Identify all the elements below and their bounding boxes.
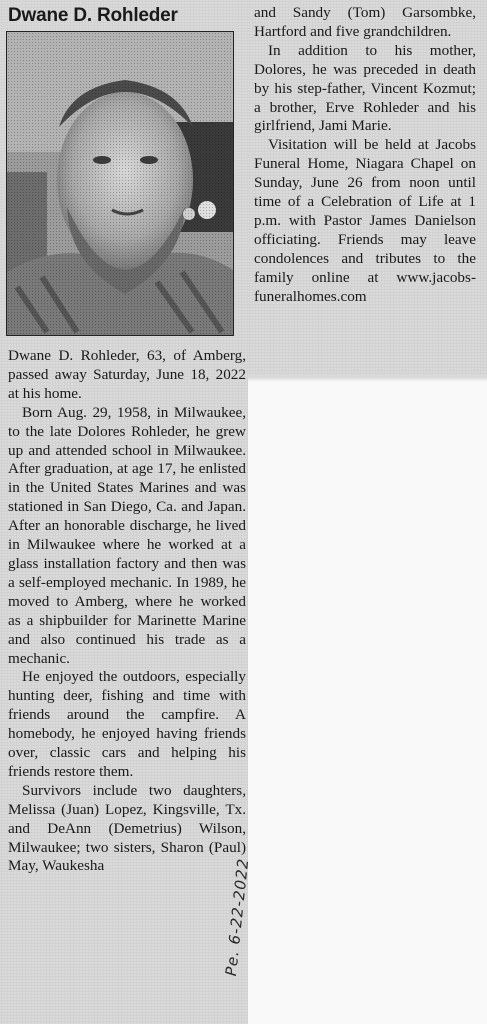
obituary-body-left (8, 347, 246, 876)
obituary-body-right (254, 4, 476, 307)
obituary-headline: Dwane D. Rohleder (8, 5, 178, 26)
portrait-photo (6, 31, 234, 336)
handwritten-date-note: Pe. 6-22-2022 (222, 857, 253, 977)
obituary-paragraph: Born Aug. 29, 1958, in Milwaukee, to the late Dolores Rohleder, he grew up and attended school in Milwaukee. After graduation, at age 17, he enlisted in the United States Marines and was stationed in San Diego, Ca. and Japan. After an honorable discharge, he lived in Milwaukee where he worked at a glass installation factory and then was a self-employed mechanic. In 1989, he moved to Amberg, where he worked as a shipbuilder for Marinette Marine and also continued his trade as a mechanic. (8, 403, 246, 667)
obituary-paragraph: In addition to his mother, Dolores, he was preceded in death by his step-father, Vincent Kozmut; a brother, Erve Rohleder and his girlfriend, Jami Marie. (254, 41, 476, 135)
portrait-image (7, 32, 233, 335)
obituary-paragraph: He enjoyed the outdoors, especially hunting deer, fishing and time with friends around the campfire. A homebody, he enjoyed having friends over, classic cars and helping his friends restore them. (8, 668, 246, 780)
obituary-paragraph: Visitation will be held at Jacobs Funeral Home, Niagara Chapel on Sunday, June 26 from noon until time of a Celebration of Life at 1 p.m. with Pastor James Danielson officiating. Friends may leave condolences and tributes to the family online at www.jacobsfuneralhomes.com (254, 136, 476, 305)
obituary-paragraph: Survivors include two daughters, Melissa (Juan) Lopez, Kingsville, Tx. and DeAnn (Demetrius) Wilson, Milwaukee; two sisters, Sharon (Paul) May, Waukesha (8, 781, 246, 875)
obituary-paragraph: Dwane D. Rohleder, 63, of Amberg, passed away Saturday, June 18, 2022 at his home. (8, 347, 246, 402)
obituary-paragraph: and Sandy (Tom) Garsombke, Hartford and five grandchildren. (254, 4, 476, 40)
